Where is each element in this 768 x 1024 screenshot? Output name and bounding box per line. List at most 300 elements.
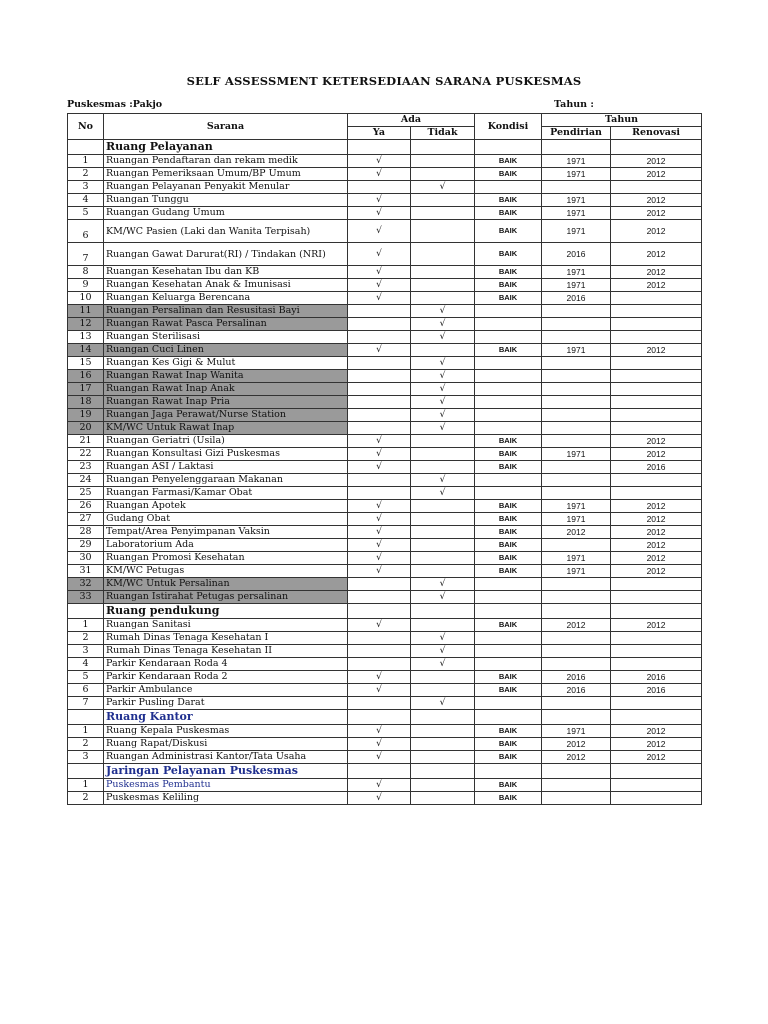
row-number: 15	[68, 357, 104, 370]
renovasi-year	[611, 331, 702, 344]
row-number: 1	[68, 155, 104, 168]
section-no-cell	[68, 604, 104, 619]
pendirian-year: 2012	[542, 526, 611, 539]
table-row	[68, 751, 702, 764]
tidak-check-cell	[411, 500, 475, 513]
renovasi-year: 2012	[611, 243, 702, 266]
ya-check-cell	[348, 697, 411, 710]
sarana-name: Parkir Ambulance	[104, 684, 348, 697]
renovasi-year	[611, 645, 702, 658]
ya-check-cell: √	[348, 500, 411, 513]
ya-check-cell: √	[348, 684, 411, 697]
pendirian-year: 1971	[542, 565, 611, 578]
kondisi-cell	[475, 474, 542, 487]
sarana-name: Puskesmas Pembantu	[104, 779, 348, 792]
renovasi-year: 2012	[611, 220, 702, 243]
kondisi-cell: BAIK	[475, 792, 542, 805]
pendirian-year: 1971	[542, 279, 611, 292]
renovasi-year: 2012	[611, 500, 702, 513]
renovasi-year: 2016	[611, 684, 702, 697]
ya-check-cell	[348, 383, 411, 396]
pendirian-year: 1971	[542, 500, 611, 513]
section-empty-cell	[348, 710, 411, 725]
row-number: 33	[68, 591, 104, 604]
sarana-name: Ruangan Gudang Umum	[104, 207, 348, 220]
sarana-name: Ruangan Apotek	[104, 500, 348, 513]
sarana-name: Ruangan Rawat Inap Pria	[104, 396, 348, 409]
pendirian-year	[542, 318, 611, 331]
renovasi-year	[611, 181, 702, 194]
renovasi-year	[611, 658, 702, 671]
renovasi-year: 2012	[611, 565, 702, 578]
pendirian-year: 1971	[542, 725, 611, 738]
pendirian-year: 2012	[542, 619, 611, 632]
renovasi-year	[611, 591, 702, 604]
pendirian-year: 2016	[542, 292, 611, 305]
pendirian-year	[542, 305, 611, 318]
sarana-name: Ruangan Rawat Inap Anak	[104, 383, 348, 396]
renovasi-year	[611, 779, 702, 792]
row-number: 6	[68, 220, 104, 243]
renovasi-year: 2012	[611, 539, 702, 552]
puskesmas-label: Puskesmas :Pakjo	[67, 99, 163, 110]
table-row	[68, 305, 702, 318]
pendirian-year: 1971	[542, 155, 611, 168]
kondisi-cell: BAIK	[475, 552, 542, 565]
ya-check-cell: √	[348, 779, 411, 792]
sarana-name: Ruangan Rawat Pasca Persalinan	[104, 318, 348, 331]
section-empty-cell	[542, 604, 611, 619]
pendirian-year: 1971	[542, 220, 611, 243]
table-row	[68, 779, 702, 792]
row-number: 31	[68, 565, 104, 578]
row-number: 17	[68, 383, 104, 396]
table-row	[68, 344, 702, 357]
tidak-check-cell	[411, 526, 475, 539]
section-title: Ruang Pelayanan	[104, 140, 348, 155]
tidak-check-cell	[411, 565, 475, 578]
renovasi-year	[611, 697, 702, 710]
kondisi-cell	[475, 318, 542, 331]
kondisi-cell: BAIK	[475, 500, 542, 513]
sarana-name: Ruangan Pelayanan Penyakit Menular	[104, 181, 348, 194]
sarana-name: Ruangan Istirahat Petugas persalinan	[104, 591, 348, 604]
row-number: 12	[68, 318, 104, 331]
ya-check-cell: √	[348, 435, 411, 448]
header-tahun: Tahun	[542, 114, 702, 127]
pendirian-year	[542, 697, 611, 710]
pendirian-year: 1971	[542, 513, 611, 526]
pendirian-year	[542, 396, 611, 409]
kondisi-cell: BAIK	[475, 344, 542, 357]
row-number: 3	[68, 751, 104, 764]
section-header-row	[68, 140, 702, 155]
pendirian-year	[542, 409, 611, 422]
sarana-name: Ruangan Pendaftaran dan rekam medik	[104, 155, 348, 168]
pendirian-year: 1971	[542, 266, 611, 279]
ya-check-cell: √	[348, 168, 411, 181]
renovasi-year	[611, 578, 702, 591]
renovasi-year	[611, 305, 702, 318]
tidak-check-cell: √	[411, 487, 475, 500]
renovasi-year: 2012	[611, 751, 702, 764]
row-number: 7	[68, 697, 104, 710]
sarana-name: Ruangan Kes Gigi & Mulut	[104, 357, 348, 370]
sarana-name: Ruangan Penyelenggaraan Makanan	[104, 474, 348, 487]
tidak-check-cell	[411, 738, 475, 751]
renovasi-year	[611, 318, 702, 331]
kondisi-cell	[475, 578, 542, 591]
table-row	[68, 370, 702, 383]
row-number: 14	[68, 344, 104, 357]
table-row	[68, 552, 702, 565]
ya-check-cell: √	[348, 279, 411, 292]
renovasi-year: 2012	[611, 725, 702, 738]
table-row	[68, 318, 702, 331]
section-title: Ruang pendukung	[104, 604, 348, 619]
row-number: 1	[68, 725, 104, 738]
tidak-check-cell	[411, 155, 475, 168]
table-row	[68, 645, 702, 658]
table-row	[68, 220, 702, 243]
row-number: 5	[68, 207, 104, 220]
renovasi-year	[611, 292, 702, 305]
tidak-check-cell	[411, 207, 475, 220]
row-number: 28	[68, 526, 104, 539]
sarana-name: Ruangan Tunggu	[104, 194, 348, 207]
row-number: 19	[68, 409, 104, 422]
table-row	[68, 155, 702, 168]
sarana-name: Gudang Obat	[104, 513, 348, 526]
sarana-name: Ruang Rapat/Diskusi	[104, 738, 348, 751]
sarana-name: Rumah Dinas Tenaga Kesehatan I	[104, 632, 348, 645]
renovasi-year: 2016	[611, 671, 702, 684]
sarana-name: Ruangan Konsultasi Gizi Puskesmas	[104, 448, 348, 461]
ya-check-cell	[348, 396, 411, 409]
renovasi-year: 2012	[611, 194, 702, 207]
tidak-check-cell: √	[411, 409, 475, 422]
row-number: 2	[68, 168, 104, 181]
tidak-check-cell: √	[411, 591, 475, 604]
sarana-name: Ruangan Jaga Perawat/Nurse Station	[104, 409, 348, 422]
table-row	[68, 292, 702, 305]
section-empty-cell	[542, 710, 611, 725]
ya-check-cell: √	[348, 344, 411, 357]
tidak-check-cell	[411, 779, 475, 792]
ya-check-cell	[348, 370, 411, 383]
tidak-check-cell: √	[411, 697, 475, 710]
renovasi-year: 2012	[611, 266, 702, 279]
pendirian-year: 1971	[542, 194, 611, 207]
table-row	[68, 243, 702, 266]
header-tidak: Tidak	[411, 127, 475, 140]
kondisi-cell	[475, 645, 542, 658]
pendirian-year	[542, 792, 611, 805]
ya-check-cell	[348, 658, 411, 671]
sarana-name: Rumah Dinas Tenaga Kesehatan II	[104, 645, 348, 658]
renovasi-year	[611, 487, 702, 500]
header-no: No	[68, 114, 104, 140]
kondisi-cell	[475, 396, 542, 409]
ya-check-cell	[348, 318, 411, 331]
section-empty-cell	[475, 604, 542, 619]
section-no-cell	[68, 140, 104, 155]
sarana-name: Puskesmas Keliling	[104, 792, 348, 805]
tidak-check-cell	[411, 792, 475, 805]
tidak-check-cell	[411, 279, 475, 292]
table-row	[68, 357, 702, 370]
section-empty-cell	[475, 710, 542, 725]
kondisi-cell: BAIK	[475, 448, 542, 461]
pendirian-year: 2012	[542, 751, 611, 764]
kondisi-cell	[475, 383, 542, 396]
kondisi-cell	[475, 331, 542, 344]
sarana-name: Ruangan Sterilisasi	[104, 331, 348, 344]
pendirian-year	[542, 658, 611, 671]
sarana-name: Ruangan ASI / Laktasi	[104, 461, 348, 474]
table-row	[68, 194, 702, 207]
section-empty-cell	[611, 140, 702, 155]
tidak-check-cell: √	[411, 396, 475, 409]
kondisi-cell: BAIK	[475, 292, 542, 305]
section-header-row	[68, 764, 702, 779]
pendirian-year	[542, 357, 611, 370]
kondisi-cell: BAIK	[475, 751, 542, 764]
kondisi-cell: BAIK	[475, 207, 542, 220]
row-number: 21	[68, 435, 104, 448]
renovasi-year	[611, 474, 702, 487]
sarana-name: Ruangan Kesehatan Anak & Imunisasi	[104, 279, 348, 292]
kondisi-cell: BAIK	[475, 194, 542, 207]
row-number: 32	[68, 578, 104, 591]
section-empty-cell	[411, 764, 475, 779]
tidak-check-cell	[411, 435, 475, 448]
tidak-check-cell: √	[411, 578, 475, 591]
renovasi-year: 2012	[611, 344, 702, 357]
kondisi-cell	[475, 658, 542, 671]
sarana-name: Ruangan Cuci Linen	[104, 344, 348, 357]
tidak-check-cell	[411, 619, 475, 632]
row-number: 8	[68, 266, 104, 279]
document-title: SELF ASSESSMENT KETERSEDIAAN SARANA PUSKESMAS	[186, 74, 582, 88]
tidak-check-cell: √	[411, 645, 475, 658]
pendirian-year: 2016	[542, 671, 611, 684]
pendirian-year	[542, 331, 611, 344]
tidak-check-cell	[411, 461, 475, 474]
sarana-name: Ruangan Rawat Inap Wanita	[104, 370, 348, 383]
kondisi-cell: BAIK	[475, 539, 542, 552]
table-row	[68, 383, 702, 396]
kondisi-cell: BAIK	[475, 526, 542, 539]
kondisi-cell: BAIK	[475, 684, 542, 697]
kondisi-cell: BAIK	[475, 725, 542, 738]
row-number: 4	[68, 658, 104, 671]
renovasi-year	[611, 422, 702, 435]
kondisi-cell	[475, 591, 542, 604]
assessment-table	[67, 113, 702, 805]
ya-check-cell: √	[348, 207, 411, 220]
table-row	[68, 474, 702, 487]
renovasi-year	[611, 632, 702, 645]
ya-check-cell: √	[348, 738, 411, 751]
kondisi-cell: BAIK	[475, 619, 542, 632]
row-number: 11	[68, 305, 104, 318]
table-row	[68, 487, 702, 500]
table-row	[68, 181, 702, 194]
row-number: 3	[68, 181, 104, 194]
pendirian-year: 1971	[542, 168, 611, 181]
table-row	[68, 207, 702, 220]
section-empty-cell	[348, 604, 411, 619]
section-header-row	[68, 604, 702, 619]
table-row	[68, 565, 702, 578]
pendirian-year	[542, 383, 611, 396]
row-number: 4	[68, 194, 104, 207]
pendirian-year: 1971	[542, 448, 611, 461]
section-title: Ruang Kantor	[104, 710, 348, 725]
renovasi-year	[611, 792, 702, 805]
pendirian-year	[542, 422, 611, 435]
sarana-name: KM/WC Untuk Persalinan	[104, 578, 348, 591]
renovasi-year: 2012	[611, 448, 702, 461]
renovasi-year	[611, 370, 702, 383]
ya-check-cell	[348, 181, 411, 194]
sarana-name: Ruangan Pemeriksaan Umum/BP Umum	[104, 168, 348, 181]
sarana-name: Parkir Kendaraan Roda 4	[104, 658, 348, 671]
row-number: 2	[68, 738, 104, 751]
pendirian-year	[542, 461, 611, 474]
table-row	[68, 591, 702, 604]
tidak-check-cell	[411, 539, 475, 552]
section-empty-cell	[611, 604, 702, 619]
tidak-check-cell: √	[411, 181, 475, 194]
tidak-check-cell: √	[411, 318, 475, 331]
row-number: 2	[68, 792, 104, 805]
kondisi-cell: BAIK	[475, 220, 542, 243]
row-number: 1	[68, 619, 104, 632]
kondisi-cell: BAIK	[475, 435, 542, 448]
table-row	[68, 578, 702, 591]
kondisi-cell	[475, 409, 542, 422]
kondisi-cell	[475, 422, 542, 435]
tidak-check-cell	[411, 671, 475, 684]
ya-check-cell: √	[348, 220, 411, 243]
tidak-check-cell	[411, 168, 475, 181]
renovasi-year: 2012	[611, 207, 702, 220]
renovasi-year: 2012	[611, 168, 702, 181]
table-row	[68, 738, 702, 751]
section-empty-cell	[475, 140, 542, 155]
table-row	[68, 619, 702, 632]
table-row	[68, 539, 702, 552]
renovasi-year: 2012	[611, 526, 702, 539]
renovasi-year	[611, 383, 702, 396]
header-renovasi: Renovasi	[611, 127, 702, 140]
row-number: 16	[68, 370, 104, 383]
row-number: 6	[68, 684, 104, 697]
kondisi-cell	[475, 181, 542, 194]
ya-check-cell: √	[348, 513, 411, 526]
pendirian-year: 1971	[542, 344, 611, 357]
row-number: 23	[68, 461, 104, 474]
row-number: 29	[68, 539, 104, 552]
row-number: 22	[68, 448, 104, 461]
section-empty-cell	[348, 140, 411, 155]
table-row	[68, 684, 702, 697]
ya-check-cell: √	[348, 155, 411, 168]
pendirian-year	[542, 645, 611, 658]
tidak-check-cell	[411, 292, 475, 305]
sarana-name: Ruangan Gawat Darurat(RI) / Tindakan (NRI)	[104, 243, 348, 266]
section-no-cell	[68, 764, 104, 779]
pendirian-year	[542, 539, 611, 552]
row-number: 25	[68, 487, 104, 500]
pendirian-year	[542, 578, 611, 591]
row-number: 30	[68, 552, 104, 565]
kondisi-cell	[475, 370, 542, 383]
tidak-check-cell	[411, 552, 475, 565]
ya-check-cell: √	[348, 448, 411, 461]
kondisi-cell	[475, 632, 542, 645]
pendirian-year	[542, 435, 611, 448]
sarana-name: Parkir Kendaraan Roda 2	[104, 671, 348, 684]
row-number: 26	[68, 500, 104, 513]
pendirian-year: 2016	[542, 684, 611, 697]
row-number: 7	[68, 243, 104, 266]
table-row	[68, 658, 702, 671]
sarana-name: Ruangan Geriatri (Usila)	[104, 435, 348, 448]
header-pendirian: Pendirian	[542, 127, 611, 140]
sarana-name: KM/WC Petugas	[104, 565, 348, 578]
row-number: 9	[68, 279, 104, 292]
tahun-label: Tahun :	[554, 99, 594, 110]
ya-check-cell: √	[348, 194, 411, 207]
ya-check-cell: √	[348, 619, 411, 632]
tidak-check-cell: √	[411, 383, 475, 396]
tidak-check-cell	[411, 194, 475, 207]
sarana-name: KM/WC Pasien (Laki dan Wanita Terpisah)	[104, 220, 348, 243]
pendirian-year	[542, 632, 611, 645]
table-row	[68, 448, 702, 461]
renovasi-year: 2012	[611, 513, 702, 526]
table-row	[68, 435, 702, 448]
tidak-check-cell: √	[411, 331, 475, 344]
kondisi-cell: BAIK	[475, 738, 542, 751]
row-number: 13	[68, 331, 104, 344]
pendirian-year: 2016	[542, 243, 611, 266]
table-row	[68, 697, 702, 710]
tidak-check-cell	[411, 684, 475, 697]
ya-check-cell	[348, 474, 411, 487]
table-row	[68, 792, 702, 805]
section-empty-cell	[348, 764, 411, 779]
ya-check-cell	[348, 357, 411, 370]
kondisi-cell: BAIK	[475, 155, 542, 168]
pendirian-year: 2012	[542, 738, 611, 751]
kondisi-cell: BAIK	[475, 279, 542, 292]
renovasi-year: 2012	[611, 155, 702, 168]
row-number: 1	[68, 779, 104, 792]
table-row	[68, 725, 702, 738]
row-number: 10	[68, 292, 104, 305]
table-row	[68, 168, 702, 181]
ya-check-cell: √	[348, 565, 411, 578]
ya-check-cell	[348, 487, 411, 500]
tidak-check-cell	[411, 344, 475, 357]
section-title: Jaringan Pelayanan Puskesmas	[104, 764, 348, 779]
header-kondisi: Kondisi	[475, 114, 542, 140]
kondisi-cell: BAIK	[475, 243, 542, 266]
